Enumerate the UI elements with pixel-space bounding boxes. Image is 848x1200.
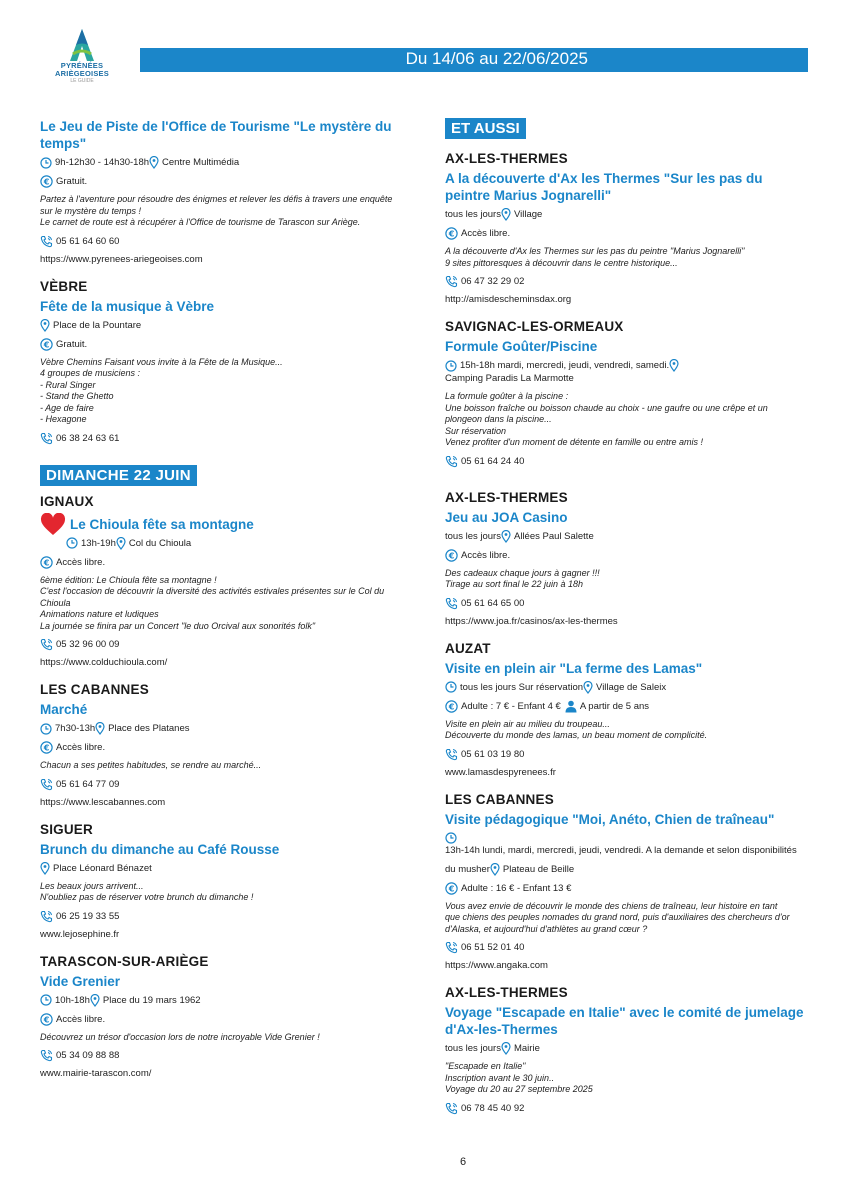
event-time: 15h-18h mardi, mercredi, jeudi, vendredi, samedi. — [460, 360, 670, 371]
event-marche-cabannes — [40, 682, 412, 808]
event-place: Village de Saleix — [596, 681, 667, 693]
event-price: Accès libre. — [56, 742, 106, 753]
map-pin-icon — [40, 862, 50, 875]
event-phone[interactable]: 05 61 64 65 00 — [461, 597, 525, 609]
event-description: "Escapade en Italie" Inscription avant le 30 juin.. Voyage du 20 au 27 septembre 2025 — [445, 1061, 593, 1094]
euro-icon — [445, 227, 458, 240]
logo — [50, 28, 114, 84]
map-pin-icon — [149, 156, 159, 169]
map-pin-icon — [116, 537, 126, 550]
clock-icon — [40, 723, 52, 735]
phone-icon — [40, 235, 53, 248]
svg-text:€: € — [43, 558, 50, 567]
event-phone[interactable]: 05 61 03 19 80 — [461, 748, 525, 760]
event-url[interactable]: https://www.joa.fr/casinos/ax-les-thermes — [445, 615, 618, 627]
event-time: 7h30-13h — [55, 723, 96, 734]
svg-text:€: € — [43, 177, 50, 187]
event-chien-traineau — [445, 792, 805, 972]
phone-icon — [40, 638, 53, 651]
logo-mark-icon — [67, 28, 97, 62]
phone-icon — [40, 1049, 53, 1062]
date-range: Du 14/06 au 22/06/2025 — [405, 49, 588, 68]
event-price: Gratuit. — [56, 176, 88, 187]
location-heading: AX-LES-THERMES — [445, 489, 568, 505]
event-ferme-lamas — [445, 641, 805, 778]
location-heading: AX-LES-THERMES — [445, 151, 568, 166]
clock-icon — [66, 537, 78, 549]
logo-line1: PYRÉNÉES — [60, 61, 104, 70]
euro-icon — [445, 700, 458, 713]
event-time: 9h-12h30 - 14h30-18h — [55, 157, 150, 168]
event-title[interactable]: Marché — [40, 702, 88, 717]
map-pin-icon — [501, 530, 511, 543]
clock-icon — [445, 832, 457, 844]
event-phone[interactable]: 05 61 64 60 60 — [56, 235, 120, 247]
event-title[interactable]: Jeu au JOA Casino — [445, 509, 568, 525]
map-pin-icon — [669, 359, 679, 372]
logo-line3: LE GUIDE — [70, 78, 94, 84]
left-column — [40, 118, 412, 1093]
event-vide-grenier — [40, 954, 412, 1080]
event-escapade-italie — [445, 985, 805, 1115]
event-place: Place des Platanes — [108, 723, 190, 734]
event-age: A partir de 5 ans — [579, 700, 650, 712]
event-time-continued: du musher — [445, 863, 490, 875]
location-heading: LES CABANNES — [445, 791, 554, 807]
event-place: Place de la Pountare — [53, 319, 142, 331]
event-price: Accès libre. — [461, 228, 511, 239]
event-description: Des cadeaux chaque jours à gagner !!! Tirage au sort final le 22 juin à 18h — [445, 567, 600, 589]
event-description: 6ème édition: Le Chioula fête sa montagne ! C'est l'occasion de découvrir la diversité des activités estivales présentes sur le Col du Chioula Animations nature et ludiques La journée se finira par un Concert "le duo Orcival aux sonorités folk" — [40, 574, 385, 631]
event-title[interactable]: Brunch du dimanche au Café Rousse — [40, 841, 280, 857]
event-place: Place Léonard Bénazet — [53, 862, 152, 874]
euro-icon — [40, 741, 53, 754]
event-description: Vous avez envie de découvrir le monde des chiens de traîneau, leur histoire en tant que chiens des peuples nomades du grand nord, puis d'auxiliaires des chercheurs d'or d'Alaska, et aujourd'hui d'athlètes au grand cœur ? — [445, 900, 790, 934]
event-description: La formule goûter à la piscine : Une boisson fraîche ou boisson chaude au choix - une gaufre ou une crêpe et un plongeon dans la piscine... Sur réservation Venez profiter d'un moment de détente en famille ou entre amis ! — [445, 391, 768, 447]
event-title[interactable]: Visite pédagogique "Moi, Anéto, Chien de traîneau" — [445, 811, 775, 827]
event-jeu-de-piste — [40, 118, 412, 265]
event-time: 10h-18h — [55, 994, 90, 1006]
svg-text:€: € — [448, 229, 455, 239]
heart-icon — [40, 513, 66, 537]
event-price: Accès libre. — [56, 1013, 106, 1025]
phone-icon — [40, 910, 53, 923]
location-heading: AUZAT — [445, 640, 491, 656]
phone-icon — [40, 432, 53, 445]
event-time: tous les jours — [445, 1043, 501, 1054]
event-description: Vèbre Chemins Faisant vous invite à la Fête de la Musique... 4 groupes de musiciens : - Rural Singer - Stand the Ghetto - Age de faire - Hexagone — [40, 356, 283, 424]
event-phone[interactable]: 06 25 19 33 55 — [56, 910, 120, 922]
event-title[interactable]: Visite en plein air "La ferme des Lamas" — [445, 660, 703, 676]
event-price: Gratuit. — [56, 338, 88, 350]
event-time: tous les jours — [445, 530, 501, 542]
event-chioula — [40, 494, 412, 669]
event-url[interactable]: https://www.colduchioula.com/ — [40, 657, 168, 668]
map-pin-icon — [501, 208, 511, 221]
event-price: Accès libre. — [56, 556, 106, 568]
svg-text:€: € — [43, 340, 50, 349]
event-place: Allées Paul Salette — [513, 530, 594, 542]
event-url[interactable]: www.mairie-tarascon.com/ — [40, 1068, 152, 1079]
svg-text:€: € — [448, 551, 455, 560]
euro-icon — [40, 175, 53, 188]
map-pin-icon — [95, 722, 105, 735]
event-price: Adulte : 7 € - Enfant 4 € — [461, 700, 561, 712]
event-time: tous les jours Sur réservation — [460, 681, 584, 693]
event-joa-casino — [445, 490, 805, 627]
clock-icon — [445, 360, 457, 372]
svg-text:€: € — [448, 884, 455, 893]
event-title[interactable]: Le Jeu de Piste de l'Office de Tourisme "Le mystère du temps" — [40, 119, 392, 151]
clock-icon — [445, 681, 457, 693]
event-ax-decouverte — [445, 151, 805, 305]
euro-icon — [40, 1013, 53, 1026]
event-title[interactable]: Formule Goûter/Piscine — [445, 339, 598, 354]
event-price: Adulte : 16 € - Enfant 13 € — [461, 882, 572, 894]
event-url[interactable]: https://www.angaka.com — [445, 960, 548, 971]
svg-text:€: € — [448, 702, 455, 711]
event-phone[interactable]: 06 47 32 29 02 — [461, 276, 525, 287]
event-description: Partez à l'aventure pour résoudre des énigmes et relever les défis à travers une enquête sur le mystère du temps ! Le carnet de route est à récupérer à l'Office de tourisme de Tarascon sur Ariège. — [40, 194, 393, 227]
clock-icon — [40, 994, 52, 1006]
event-url[interactable]: http://amisdescheminsdax.org — [445, 294, 572, 305]
event-phone[interactable]: 06 51 52 01 40 — [461, 942, 525, 953]
event-brunch-siguer — [40, 822, 412, 940]
event-phone[interactable]: 05 61 64 24 40 — [461, 455, 525, 467]
euro-icon — [40, 556, 53, 569]
phone-icon — [445, 1102, 458, 1115]
location-heading: SIGUER — [40, 821, 93, 837]
euro-icon — [445, 882, 458, 895]
event-place: Place du 19 mars 1962 — [102, 994, 201, 1006]
euro-icon — [40, 338, 53, 351]
location-heading: VÈBRE — [40, 278, 88, 294]
euro-icon — [445, 549, 458, 562]
phone-icon — [445, 748, 458, 761]
event-phone[interactable]: 05 34 09 88 88 — [56, 1050, 120, 1061]
event-title[interactable]: A la découverte d'Ax les Thermes "Sur les pas du peintre Marius Jognarelli" — [445, 171, 763, 203]
et-aussi-heading: ET AUSSI — [445, 118, 526, 139]
event-description: Chacun a ses petites habitudes, se rendre au marché... — [40, 760, 262, 770]
map-pin-icon — [40, 319, 50, 332]
svg-text:€: € — [43, 743, 50, 753]
event-title[interactable]: Vide Grenier — [40, 973, 121, 989]
event-place: Plateau de Beille — [502, 863, 575, 875]
event-phone[interactable]: 06 38 24 63 61 — [56, 432, 120, 444]
header-bar — [140, 48, 808, 72]
event-title[interactable]: Le Chioula fête sa montagne — [70, 517, 254, 532]
event-fete-musique-vebre — [40, 279, 412, 445]
event-url[interactable]: https://www.lescabannes.com — [40, 796, 166, 808]
map-pin-icon — [583, 681, 593, 694]
map-pin-icon — [90, 994, 100, 1007]
person-icon — [565, 700, 577, 713]
phone-icon — [40, 778, 53, 791]
page-number: 6 — [460, 1156, 467, 1168]
event-gouter-piscine — [445, 319, 805, 490]
event-place: Village — [513, 209, 543, 220]
clock-icon — [40, 157, 52, 169]
event-url[interactable]: https://www.pyrenees-ariegeoises.com — [40, 253, 203, 265]
event-price: Accès libre. — [461, 549, 511, 561]
phone-icon — [445, 597, 458, 610]
logo-line2: ARIÈGEOISES — [55, 69, 109, 78]
phone-icon — [445, 275, 458, 288]
event-place: Camping Paradis La Marmotte — [445, 373, 574, 384]
location-heading: AX-LES-THERMES — [445, 985, 568, 1000]
day-heading: DIMANCHE 22 JUIN — [40, 465, 197, 486]
location-heading: IGNAUX — [40, 493, 94, 509]
event-place: Mairie — [513, 1043, 540, 1054]
event-time: 13h-19h — [81, 537, 116, 549]
phone-icon — [445, 455, 458, 468]
event-time: tous les jours — [445, 209, 501, 220]
location-heading: SAVIGNAC-LES-ORMEAUX — [445, 319, 624, 334]
event-place: Centre Multimédia — [162, 157, 240, 168]
location-heading: LES CABANNES — [40, 682, 149, 697]
map-pin-icon — [490, 863, 500, 876]
event-phone[interactable]: 05 32 96 00 09 — [56, 639, 120, 650]
event-title[interactable]: Fête de la musique à Vèbre — [40, 298, 215, 314]
event-phone[interactable]: 05 61 64 77 09 — [56, 778, 120, 790]
phone-icon — [445, 941, 458, 954]
event-title[interactable]: Voyage "Escapade en Italie" avec le comité de jumelage d'Ax-les-Thermes — [445, 1005, 804, 1037]
svg-text:€: € — [43, 1015, 50, 1024]
event-place: Col du Chioula — [128, 537, 192, 549]
event-time: 13h-14h lundi, mardi, mercredi, jeudi, vendredi. A la demande et selon disponibilités — [445, 844, 797, 856]
event-description: Visite en plein air au milieu du troupeau... Découverte du monde des lamas, un beau moment de complicité. — [445, 718, 708, 740]
event-phone[interactable]: 06 78 45 40 92 — [461, 1102, 525, 1114]
event-description: A la découverte d'Ax les Thermes sur les pas du peintre "Marius Jognarelli" 9 sites pittoresques à découvrir dans le centre historique... — [445, 246, 745, 268]
event-url[interactable]: www.lamasdespyrenees.fr — [445, 766, 556, 778]
right-column — [445, 118, 805, 1121]
event-description: Découvrez un trésor d'occasion lors de notre incroyable Vide Grenier ! — [40, 1031, 320, 1042]
map-pin-icon — [501, 1042, 511, 1055]
location-heading: TARASCON-SUR-ARIÈGE — [40, 953, 209, 969]
event-url[interactable]: www.lejosephine.fr — [40, 928, 120, 940]
event-description: Les beaux jours arrivent... N'oubliez pas de réserver votre brunch du dimanche ! — [40, 880, 254, 902]
